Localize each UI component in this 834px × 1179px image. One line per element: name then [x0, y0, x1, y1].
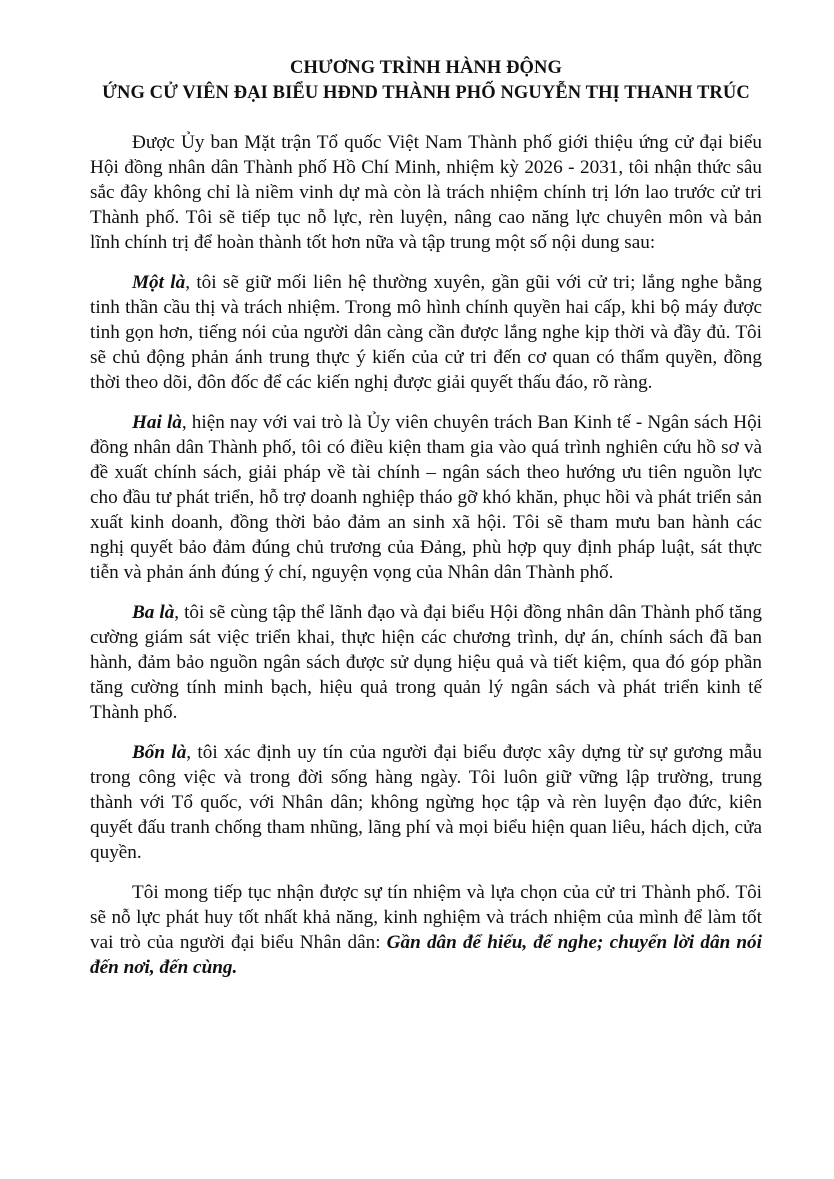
point-text-1: , tôi sẽ giữ mối liên hệ thường xuyên, gần gũi với cử tri; lắng nghe bằng tinh thần cầu thị và trách nhiệm. Trong mô hình chính quyền hai cấp, khi bộ máy được tinh gọn hơn, tiếng nói của người dân càng cần được lắng nghe kịp thời và đầy đủ. Tôi sẽ chủ động phản ánh trung thực ý kiến của cử tri đến cơ quan có thẩm quyền, đồng thời theo dõi, đôn đốc để các kiến nghị được giải quyết thấu đáo, rõ ràng. — [90, 272, 762, 393]
closing-paragraph — [90, 880, 762, 980]
closing-quote: Gần dân để hiểu, để nghe; chuyển lời dân nói đến nơi, đến cùng. — [90, 932, 762, 978]
point-lead-1: Một là — [132, 272, 186, 293]
title-line-2: ỨNG CỬ VIÊN ĐẠI BIỂU HĐND THÀNH PHỐ NGUYỄN THỊ THANH TRÚC — [102, 83, 750, 103]
closing-text: Tôi mong tiếp tục nhận được sự tín nhiệm và lựa chọn của cử tri Thành phố. Tôi sẽ nỗ lực phát huy tốt nhất khả năng, kinh nghiệm và trách nhiệm của mình để làm tốt vai trò của người đại biểu Nhân dân: — [90, 882, 762, 953]
point-text-3: , tôi sẽ cùng tập thể lãnh đạo và đại biểu Hội đồng nhân dân Thành phố tăng cường giám sát việc triển khai, thực hiện các chương trình, dự án, chính sách đã ban hành, đảm bảo nguồn ngân sách được sử dụng hiệu quả và tiết kiệm, qua đó góp phần tăng cường tính minh bạch, hiệu quả trong quản lý ngân sách và phát triển kinh tế Thành phố. — [90, 602, 762, 723]
document-title — [90, 56, 762, 106]
point-paragraph-1 — [90, 270, 762, 395]
point-paragraph-4 — [90, 740, 762, 865]
point-lead-3: Ba là — [132, 602, 175, 623]
intro-paragraph: Được Ủy ban Mặt trận Tổ quốc Việt Nam Thành phố giới thiệu ứng cử đại biểu Hội đồng nhân dân Thành phố Hồ Chí Minh, nhiệm kỳ 2026 - 2031, tôi nhận thức sâu sắc đây không chỉ là niềm vinh dự mà còn là trách nhiệm chính trị lớn lao trước cử tri Thành phố. Tôi sẽ tiếp tục nỗ lực, rèn luyện, nâng cao năng lực chuyên môn và bản lĩnh chính trị để hoàn thành tốt hơn nữa và tập trung một số nội dung sau: — [90, 132, 762, 253]
title-line-1: CHƯƠNG TRÌNH HÀNH ĐỘNG — [289, 58, 562, 78]
point-paragraph-2 — [90, 410, 762, 585]
point-text-4: , tôi xác định uy tín của người đại biểu được xây dựng từ sự gương mẫu trong công việc và trong đời sống hàng ngày. Tôi luôn giữ vững lập trường, trung thành với Tổ quốc, với Nhân dân; không ngừng học tập và rèn luyện đạo đức, kiên quyết đấu tranh chống tham nhũng, lãng phí và mọi biểu hiện quan liêu, hách dịch, cửa quyền. — [90, 742, 762, 863]
point-lead-2: Hai là — [132, 412, 182, 433]
point-lead-4: Bốn là — [132, 742, 187, 763]
point-paragraph-3 — [90, 600, 762, 725]
point-text-2: , hiện nay với vai trò là Ủy viên chuyên trách Ban Kinh tế - Ngân sách Hội đồng nhân dân Thành phố, tôi có điều kiện tham gia vào quá trình nghiên cứu hồ sơ và đề xuất chính sách, giải pháp về tài chính – ngân sách theo hướng ưu tiên nguồn lực cho đầu tư phát triển, hỗ trợ doanh nghiệp tháo gỡ khó khăn, phục hồi và phát triển sản xuất kinh doanh, đồng thời bảo đảm an sinh xã hội. Tôi sẽ tham mưu ban hành các nghị quyết bảo đảm đúng chủ trương của Đảng, phù hợp quy định pháp luật, sát thực tiễn và phản ánh đúng ý chí, nguyện vọng của Nhân dân Thành phố. — [90, 412, 762, 583]
